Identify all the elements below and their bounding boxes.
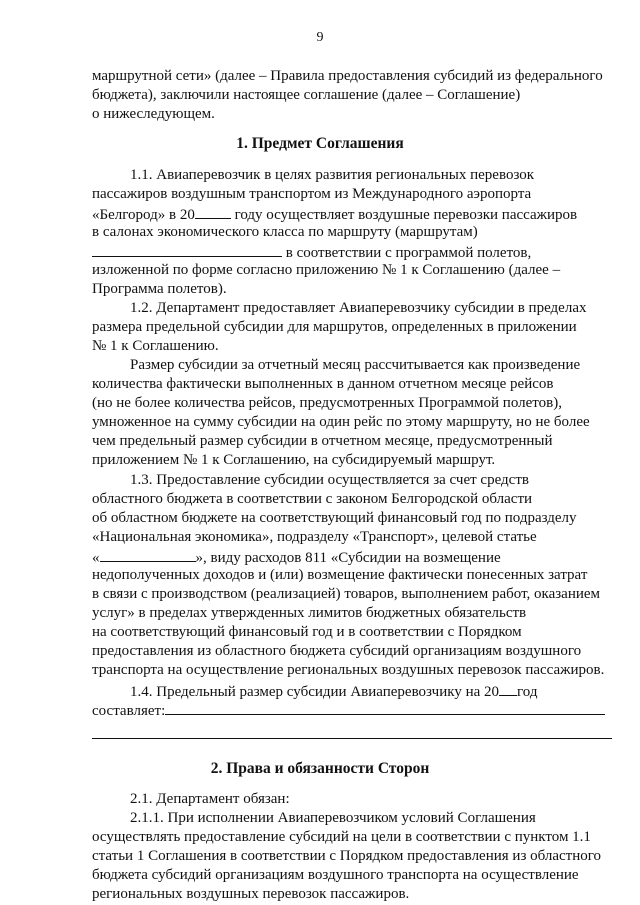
text-line: на соответствующий финансовый год и в соответствии с Порядком bbox=[92, 624, 522, 640]
text-line: Размер субсидии за отчетный месяц рассчитывается как произведение bbox=[130, 357, 581, 373]
text-line: областного бюджета в соответствии с законом Белгородской области bbox=[92, 491, 533, 507]
text-line bbox=[92, 242, 612, 262]
text-line: приложением № 1 к Соглашению, на субсидируемый маршрут. bbox=[92, 452, 496, 468]
text-line: чем предельный размер субсидии в отчетном месяце, предусмотренный bbox=[92, 433, 553, 449]
text-line: пассажиров воздушным транспортом из Международного аэропорта bbox=[92, 186, 532, 202]
text-line: количества фактически выполненных в данном отчетном месяце рейсов bbox=[92, 376, 554, 392]
text-line: 2.1.1. При исполнении Авиаперевозчиком условий Соглашения bbox=[130, 810, 536, 826]
text: « bbox=[92, 550, 100, 566]
fill-blank bbox=[165, 700, 605, 715]
fill-blank bbox=[92, 242, 282, 257]
text-line: умноженное на сумму субсидии на один рейс по этому маршруту, но не более bbox=[92, 414, 590, 430]
text-line: о нижеследующем. bbox=[92, 106, 215, 122]
section-heading: 2. Права и обязанности Сторон bbox=[210, 760, 430, 777]
text-line: (но не более количества рейсов, предусмотренных Программой полетов), bbox=[92, 395, 562, 411]
text-line: № 1 к Соглашению. bbox=[92, 338, 219, 354]
text-line: услуг» в пределах утвержденных лимитов бюджетных обязательств bbox=[92, 605, 527, 621]
text: год bbox=[517, 684, 538, 700]
text-line bbox=[92, 204, 612, 224]
text: «Белгород» в 20 bbox=[92, 207, 195, 223]
text-line: 2.1. Департамент обязан: bbox=[130, 791, 290, 807]
text: в соответствии с программой полетов, bbox=[285, 245, 532, 261]
section-heading: 1. Предмет Соглашения bbox=[236, 135, 404, 152]
text-line bbox=[92, 547, 612, 567]
text-line: в салонах экономического класса по маршруту (маршрутам) bbox=[92, 224, 478, 240]
text-line bbox=[92, 700, 612, 720]
text-line: бюджета субсидий организациям воздушного транспорта на осуществление bbox=[92, 867, 579, 883]
text-line: недополученных доходов и (или) возмещение фактически понесенных затрат bbox=[92, 567, 588, 583]
text-line: региональных воздушных перевозок пассажиров. bbox=[92, 886, 410, 902]
text-line: маршрутной сети» (далее – Правила предоставления субсидий из федерального bbox=[92, 68, 603, 84]
text-line: 1.3. Предоставление субсидии осуществляется за счет средств bbox=[130, 472, 529, 488]
text-line: «Национальная экономика», подразделу «Транспорт», целевой статье bbox=[92, 529, 537, 545]
fill-blank bbox=[100, 547, 196, 562]
text: году осуществляет воздушные перевозки пассажиров bbox=[234, 207, 578, 223]
fill-line bbox=[92, 738, 612, 739]
text-line: об областном бюджете на соответствующий финансовый год по подразделу bbox=[92, 510, 577, 526]
text-line: в связи с производством (реализацией) товаров, выполнением работ, оказанием bbox=[92, 586, 601, 602]
text-line: предоставления из областного бюджета субсидий организациям воздушного bbox=[92, 643, 582, 659]
text-line bbox=[130, 681, 612, 701]
text-line: осуществлять предоставление субсидий на цели в соответствии с пунктом 1.1 bbox=[92, 829, 591, 845]
text: », виду расходов 811 «Субсидии на возмещение bbox=[195, 550, 501, 566]
fill-blank bbox=[499, 681, 517, 696]
text-line: изложенной по форме согласно приложению № 1 к Соглашению (далее – bbox=[92, 262, 561, 278]
fill-blank bbox=[195, 204, 231, 219]
page-number: 9 bbox=[316, 30, 324, 45]
text-line bbox=[92, 86, 612, 104]
text-line: транспорта на осуществление региональных воздушных перевозок пассажиров. bbox=[92, 662, 605, 678]
text: бюджета), заключили настоящее соглашение (далее – Соглашение) bbox=[92, 87, 521, 103]
text: составляет: bbox=[92, 703, 166, 719]
text-line: статьи 1 Соглашения в соответствии с Порядком предоставления из областного bbox=[92, 848, 602, 864]
text-line: 1.2. Департамент предоставляет Авиаперевозчику субсидии в пределах bbox=[130, 300, 587, 316]
text-line: размера предельной субсидии для маршрутов, определенных в приложении bbox=[92, 319, 577, 335]
text-line: 1.1. Авиаперевозчик в целях развития региональных перевозок bbox=[130, 167, 535, 183]
text-line: Программа полетов). bbox=[92, 281, 227, 297]
text: 1.4. Предельный размер субсидии Авиаперевозчику на 20 bbox=[130, 684, 500, 700]
